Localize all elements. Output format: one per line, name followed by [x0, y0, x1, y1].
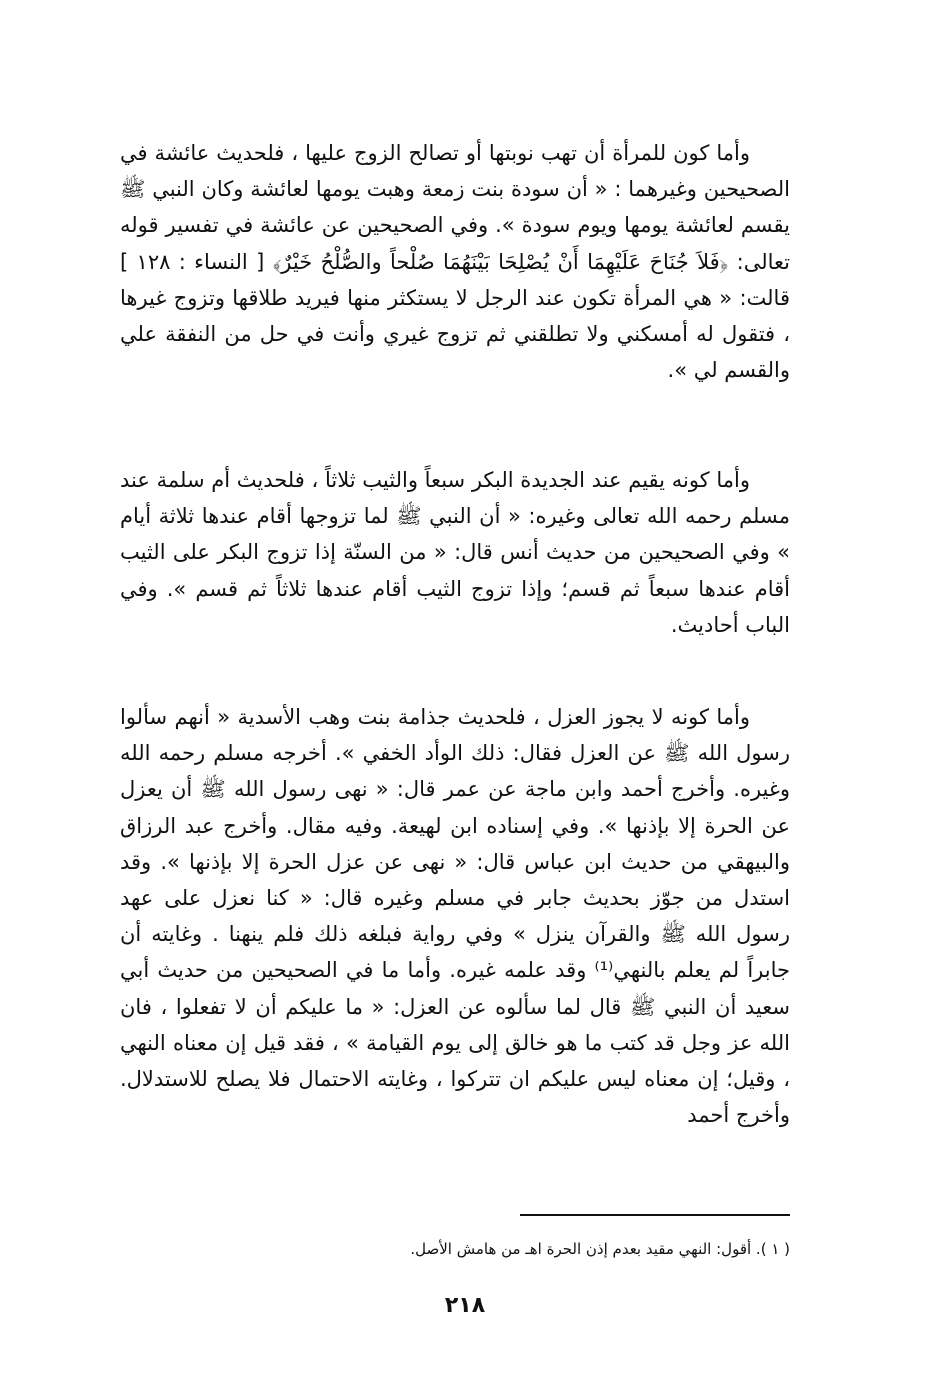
- paragraph-1: [120, 135, 790, 388]
- paragraph-text: وأما كونه لا يجوز العزل ، فلحديث جذامة بنت وهب الأسدية « أنهم سألوا رسول الله ﷺ عن العزل فقال: ذلك الوأد الخفي ». أخرجه مسلم رحمه الله وغيره. وأخرج أحمد وابن ماجة عن عمر قال: « نهى رسول الله ﷺ أن يعزل عن الحرة إلا بإذنها ». وفي إسناده ابن لهيعة. وفيه مقال. وأخرج عبد الرزاق والبيهقي من حديث ابن عباس قال: « نهى عن عزل الحرة إلا بإذنها ». وقد استدل من جوّز بحديث جابر في مسلم وغيره قال: « كنا نعزل على عهد رسول الله ﷺ والقرآن ينزل » وفي رواية فبلغه ذلك فلم ينهنا . وغايته أن جابراً لم يعلم بالنهي⁽¹⁾ وقد علمه غيره. وأما ما في الصحيحين من حديث أبي سعيد أن النبي ﷺ قال لما سألوه عن العزل: « ما عليكم أن لا تفعلوا ، فان الله عز وجل قد كتب ما هو خالق إلى يوم القيامة » ، فقد قيل إن معناه النهي ، وقيل؛ إن معناه ليس عليكم ان تتركوا ، وغايته الاحتمال فلا يصلح للاستدلال. وأخرج أحمد: [120, 705, 790, 1128]
- paragraph-text: وأما كونه يقيم عند الجديدة البكر سبعاً والثيب ثلاثاً ، فلحديث أم سلمة عند مسلم رحمه الله تعالى وغيره: « أن النبي ﷺ لما تزوجها أقام عندها ثلاثة أيام » وفي الصحيحين من حديث أنس قال: « من السنّة إذا تزوج البكر على الثيب أقام عندها سبعاً ثم قسم؛ وإذا تزوج الثيب أقام عندها ثلاثاً ثم قسم ». وفي الباب أحاديث.: [120, 468, 790, 637]
- page-number: ٢١٨: [444, 1293, 486, 1318]
- paragraph-2: [120, 462, 790, 643]
- paragraph-text: وأما كون للمرأة أن تهب نوبتها أو تصالح الزوج عليها ، فلحديث عائشة في الصحيحين وغيرهما : « أن سودة بنت زمعة وهبت يومها لعائشة وكان النبي ﷺ يقسم لعائشة يومها ويوم سودة ». وفي الصحيحين عن عائشة في تفسير قوله تعالى: ﴿فَلاَ جُنَاحَ عَلَيْهِمَا أَنْ يُصْلِحَا بَيْنَهُمَا صُلْحاً والصُّلْحُ خَيْرٌ﴾ [ النساء : ١٢٨ ] قالت: « هي المرأة تكون عند الرجل لا يستكثر منها فيريد طلاقها وتزوج غيرها ، فتقول له أمسكني ولا تطلقني ثم تزوج غيري وأنت في حل من النفقة علي والقسم لي ».: [120, 141, 790, 383]
- footnote: ( ١ ). أقول: النهي مقيد بعدم إذن الحرة اهـ من هامش الأصل.: [410, 1240, 790, 1258]
- footnote-divider: [520, 1214, 790, 1216]
- paragraph-3: [120, 699, 790, 1133]
